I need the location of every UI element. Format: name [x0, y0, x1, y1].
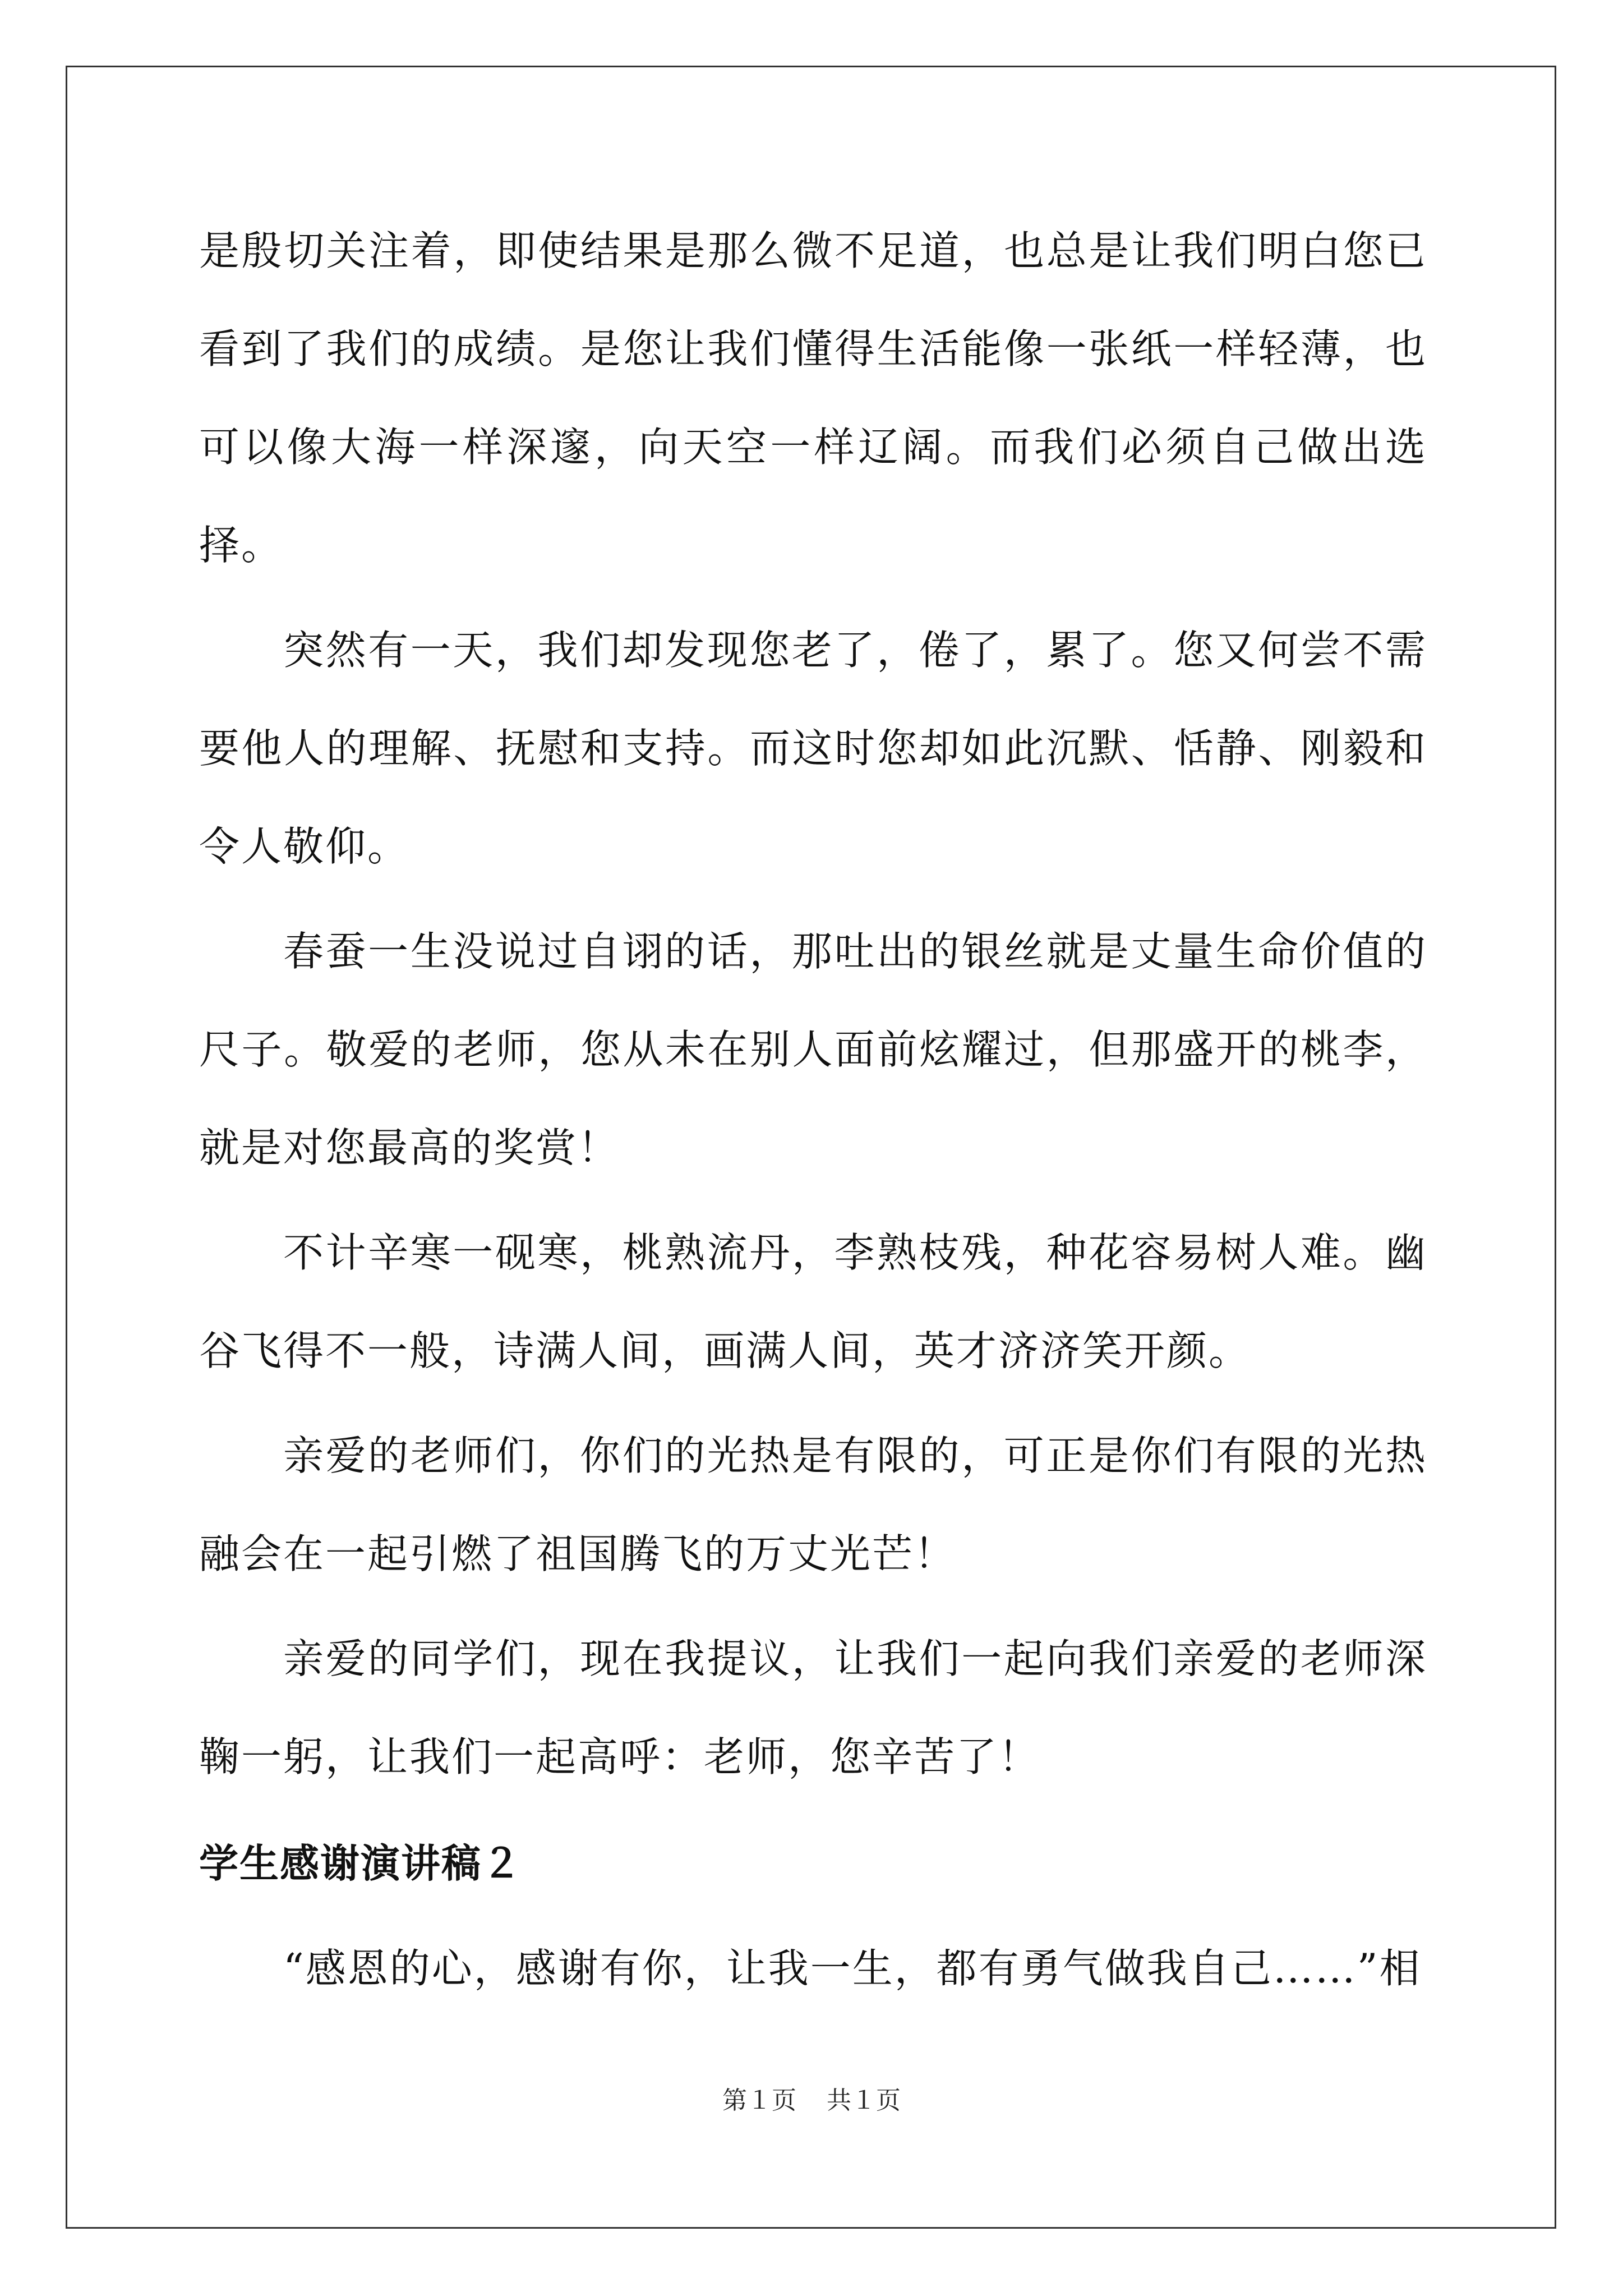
paragraph: 不计辛寒一砚寒，桃熟流丹，李熟枝残，种花容易树人难。幽谷飞得不一般，诗满人间，画满人间，英才济济笑开颜。	[199, 1229, 1427, 1374]
page-number: 第１页	[722, 2086, 796, 2115]
page-total: 共１页	[827, 2086, 901, 2115]
paragraph: 突然有一天，我们却发现您老了，倦了，累了。您又何尝不需要他人的理解、抚慰和支持。而这时您却如此沉默、恬静、刚毅和令人敬仰。	[199, 627, 1427, 870]
paragraph: 亲爱的同学们，现在我提议，让我们一起向我们亲爱的老师深鞠一躬，让我们一起高呼：老师，您辛苦了！	[199, 1635, 1427, 1780]
paragraph: 是殷切关注着，即使结果是那么微不足道，也总是让我们明白您已看到了我们的成绩。是您让我们懂得生活能像一张纸一样轻薄，也可以像大海一样深邃，向天空一样辽阔。而我们必须自己做出选择。	[199, 227, 1427, 569]
section-heading: 学生感谢演讲稿２	[199, 1840, 522, 1887]
paragraph: 春蚕一生没说过自诩的话，那吐出的银丝就是丈量生命价值的尺子。敬爱的老师，您从未在别人面前炫耀过，但那盛开的桃李，就是对您最高的奖赏！	[199, 928, 1427, 1171]
paragraph: “感恩的心，感谢有你，让我一生，都有勇气做我自己……”相	[283, 1945, 1422, 1992]
document-body	[199, 202, 1427, 2024]
paragraph: 亲爱的老师们，你们的光热是有限的，可正是你们有限的光热融会在一起引燃了祖国腾飞的万丈光芒！	[199, 1432, 1427, 1577]
page-footer	[0, 2080, 1623, 2116]
